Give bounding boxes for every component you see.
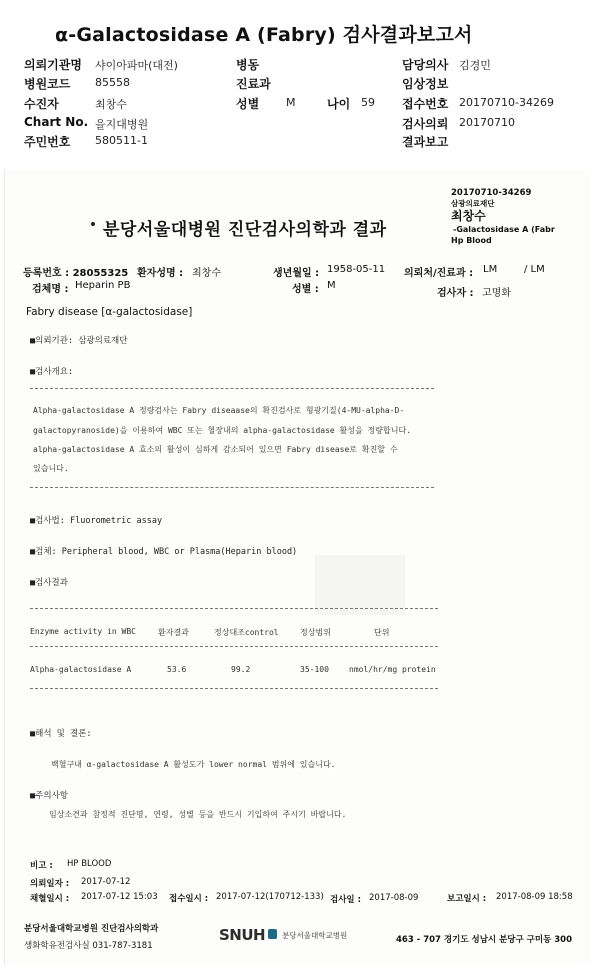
rrn-value: 580511-1 [95,134,148,147]
caution-heading: ■주의사항 [30,791,68,801]
table-cell-patient: 53.6 [167,665,187,674]
specimen-value: Heparin PB [75,280,131,291]
label-id: 20170710-34269 [451,188,532,198]
sex-value-report: M [327,280,336,291]
dept-value-2: / LM [524,264,545,275]
sex-label: 성별 [236,97,260,111]
caution-text: 임상소견과 참정적 진단명, 연령, 성별 등을 반드시 기입하여 주시기 바랍니다. [49,810,347,819]
report-title: α-Galactosidase A (Fabry) 검사결과보고서 [55,24,473,46]
report-heading: 분당서울대병원 진단검사의학과 결과 [103,220,387,240]
table-header-range: 정상범위 [300,628,331,637]
clinical-info-label: 임상정보 [402,77,449,91]
remark-label: 비고 : [30,861,53,871]
request-value: 20170710 [459,116,515,129]
hospital-code-value: 85558 [95,76,130,89]
table-header-unit: 단위 [374,628,390,637]
label-name: 최창수 [451,209,486,223]
specimen-line: ■검체: Peripheral blood, WBC or Plasma(Heparin blood) [30,547,298,557]
divider [30,646,438,647]
divider [30,608,438,609]
chart-no-value: 을지대병원 [95,118,149,131]
request-date-label: 의뢰일자 : [30,879,70,889]
test-name: Fabry disease [α-galactosidase] [26,306,193,318]
specimen-label: 검체명 : [32,284,69,295]
snuh-logo: SNUH [219,926,266,944]
footer-dept: 분당서울대학교병원 진단검사의학과 [24,924,159,934]
overview-line-2: galactopyranoside)을 이용하여 WBC 또는 혈장내의 alpha-galactosidase 활성을 정량합니다. [33,426,412,435]
receipt-label: 접수번호 [402,97,449,111]
institution-line: ■의뢰기관: 삼광의료재단 [30,336,128,346]
age-value: 59 [361,96,375,109]
receive-label: 접수일시 : [169,894,209,904]
table-cell-enzyme: Alpha-galactosidase A [30,665,132,674]
footer-phone: 생화학유전검사실 031-787-3181 [24,941,153,951]
dob-label: 생년월일 : [273,268,320,279]
doctor-label: 담당의사 [402,58,449,72]
overview-line-3: alpha-galactosidase A 효소의 활성이 심하게 감소되어 있으면 Fabry disease로 확진할 수 [33,445,398,454]
divider [30,487,434,488]
dept-value-1: LM [483,264,498,275]
institution-label: 의뢰기관명 [24,58,82,72]
ward-label: 병동 [236,58,260,72]
logo-mark-icon [268,929,277,939]
interpretation-heading: ■해석 및 결론: [30,729,92,739]
receipt-value: 20170710-34269 [459,96,554,109]
sex-value: M [286,96,296,109]
result-heading: ■검사결과 [30,578,68,588]
rrn-label: 주민번호 [24,135,71,149]
report-result-label: 결과보고 [402,135,449,149]
patient-label: 수진자 [24,97,59,111]
label-test: -Galactosidase A (Fabr [453,225,555,234]
collect-label: 채혈일시 : [30,894,70,904]
label-org: 삼광의료재단 [451,199,495,208]
name-value: 최창수 [192,268,221,279]
request-date-value: 2017-07-12 [81,877,131,887]
age-label: 나이 [327,97,351,111]
test-date-value: 2017-08-09 [369,893,419,903]
sex-label-report: 성별 : [292,284,319,295]
table-cell-control: 99.2 [231,665,251,674]
examiner-label: 검사자 : [437,288,474,299]
interpretation-text: 백혈구내 α-galactosidase A 활성도가 lower normal 범위에 있습니다. [51,760,336,769]
remark-value: HP BLOOD [67,859,112,869]
table-header-patient: 환자결과 [158,628,189,637]
hospital-code-label: 병원코드 [24,77,71,91]
doctor-value: 김경민 [459,59,491,72]
reg-no: 등록번호 : 28055325 [23,268,129,279]
overview-line-1: Alpha-galactosidase A 정량검사는 Fabry diseaase의 확진검사로 형광기질(4-MU-alpha-D- [33,406,405,415]
receive-value: 2017-07-12(170712-133) [216,892,324,902]
table-cell-range: 35-100 [300,665,329,674]
snuh-logo-text: 분당서울대학교병원 [282,931,348,940]
table-header-control: 정상대조control [214,628,279,637]
request-label: 검사의뢰 [402,117,449,131]
test-date-label: 검사일 : [330,895,361,905]
table-header-enzyme: Enzyme activity in WBC [30,627,136,636]
report-date-label: 보고일시 : [447,894,487,904]
name-label: 환자성명 : [137,268,184,279]
examiner-value: 고명화 [482,288,511,299]
divider [30,688,438,689]
dept-label-report: 의뢰처/진료과 : [404,268,474,279]
table-cell-unit: nmol/hr/mg protein [349,665,436,674]
report-date-value: 2017-08-09 18:58 [496,892,573,902]
overview-heading: ■검사개요: [30,367,74,377]
institution-value: 샤이아파마(대전) [95,59,178,72]
method-line: ■검사법: Fluorometric assay [30,516,163,526]
chart-no-label: Chart No. [24,115,89,129]
faint-stamp [315,555,405,615]
dob-value: 1958-05-11 [327,264,386,275]
bullet-dot [91,222,95,226]
label-specimen: Hp Blood [451,236,492,245]
divider [30,388,434,389]
dept-label: 진료과 [236,77,271,91]
collect-value: 2017-07-12 15:03 [81,892,158,902]
patient-value: 최창수 [95,98,127,111]
overview-line-4: 있습니다. [33,464,69,473]
address: 463 - 707 경기도 성남시 분당구 구미동 300 [396,935,573,945]
